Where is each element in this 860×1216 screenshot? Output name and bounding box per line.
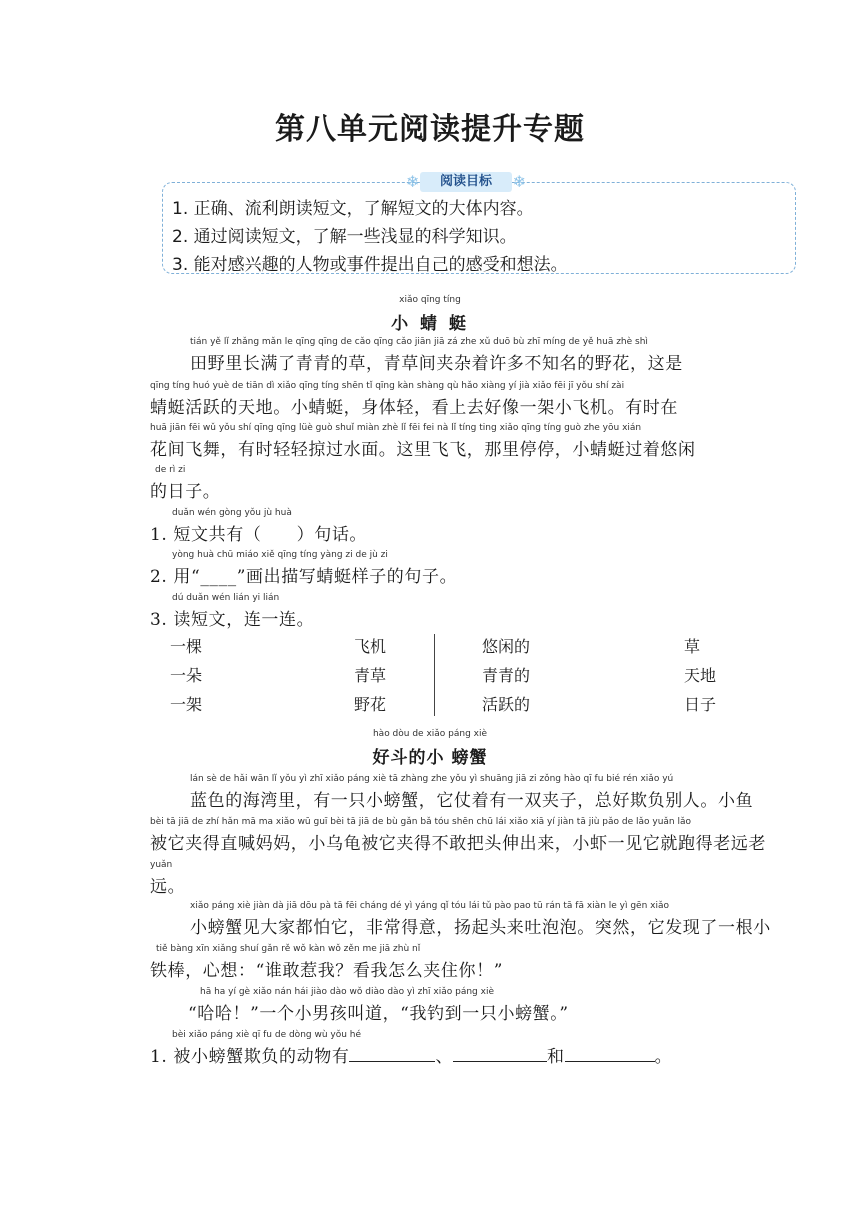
match-item[interactable]: 草 — [684, 637, 701, 656]
text-line: “哈哈！”一个小男孩叫道，“我钓到一只小螃蟹。” — [188, 1004, 569, 1024]
passage-title-pinyin: hào dòu de xiǎo páng xiè — [372, 729, 488, 739]
pinyin-line: lán sè de hǎi wān lǐ yǒu yì zhī xiǎo páng xiè tā zhàng zhe yǒu yì shuāng jiā zi zǒng hào qī fu bié rén xiǎo yú — [190, 774, 674, 784]
goal-item: 1. 正确、流利朗读短文，了解短文的大体内容。 — [172, 199, 534, 219]
match-item[interactable]: 青草 — [354, 666, 387, 685]
pinyin-line: xiǎo páng xiè jiàn dà jiā dōu pà tā fēi cháng dé yì yáng qǐ tóu lái tǔ pào pao tū rán tā fā xiàn le yì gēn xiǎo — [190, 901, 670, 911]
text-line: 蜻蜓活跃的天地。小蜻蜓，身体轻，看上去好像一架小飞机。有时在 — [150, 398, 678, 418]
pinyin-line: huā jiān fēi wǔ yǒu shí qīng qīng lüè guò shuǐ miàn zhè lǐ fēi fei nà lǐ tíng ting xiǎo qīng tíng guò zhe yōu xián — [150, 423, 642, 433]
answer-blank[interactable] — [453, 1047, 547, 1062]
text-line: 铁棒，心想：“谁敢惹我？看我怎么夹住你！” — [150, 961, 503, 981]
text-line: 花间飞舞，有时轻轻掠过水面。这里飞飞，那里停停，小蜻蜓过着悠闲 — [150, 440, 696, 460]
passage-title-pinyin: xiǎo qīng tíng — [399, 295, 461, 305]
passage-title: 小 蜻 蜓 — [391, 314, 469, 334]
question-3: 3. 读短文，连一连。 — [150, 610, 315, 630]
match-item[interactable]: 天地 — [684, 666, 717, 685]
question-pinyin: bèi xiǎo páng xiè qī fu de dòng wù yǒu hé — [172, 1030, 362, 1040]
goal-item: 3. 能对感兴趣的人物或事件提出自己的感受和想法。 — [172, 255, 568, 275]
match-item[interactable]: 飞机 — [354, 637, 387, 656]
match-item[interactable]: 活跃的 — [482, 695, 531, 714]
text-line: 小螃蟹见大家都怕它，非常得意，扬起头来吐泡泡。突然，它发现了一根小 — [190, 918, 771, 938]
question-1: 1. 短文共有（ ）句话。 — [150, 525, 368, 545]
text-line: 被它夹得直喊妈妈，小乌龟被它夹得不敢把头伸出来，小虾一见它就跑得老远老 — [150, 834, 766, 854]
pinyin-line: bèi tā jiā de zhí hǎn mā ma xiǎo wū guī bèi tā jiā de bù gǎn bǎ tóu shēn chū lái xiǎo xiā yí jiàn tā jiù pǎo de lǎo yuǎn lǎo — [150, 817, 692, 827]
answer-blank[interactable] — [349, 1047, 435, 1062]
reading-goals-label: 阅读目标 — [439, 174, 492, 189]
text-line: 蓝色的海湾里，有一只小螃蟹，它仗着有一双夹子，总好欺负别人。小鱼 — [190, 791, 754, 811]
separator: 和 — [547, 1047, 565, 1067]
match-item[interactable]: 青青的 — [482, 666, 531, 685]
text-line: 田野里长满了青青的草，青草间夹杂着许多不知名的野花，这是 — [190, 354, 683, 374]
goal-item: 2. 通过阅读短文，了解一些浅显的科学知识。 — [172, 227, 517, 247]
question-pinyin: duǎn wén gòng yǒu jù huà — [172, 508, 292, 518]
pinyin-line: tiě bàng xīn xiǎng shuí gǎn rě wǒ kàn wǒ zěn me jiā zhù nǐ — [156, 944, 421, 954]
pinyin-line: qīng tíng huó yuè de tiān dì xiǎo qīng tíng shēn tǐ qīng kàn shàng qù hǎo xiàng yí jià xiǎo fēi jī yǒu shí zài — [150, 381, 625, 391]
match-item[interactable]: 一架 — [170, 695, 203, 714]
page-title: 第八单元阅读提升专题 — [275, 112, 585, 147]
text-line: 远。 — [150, 877, 186, 897]
match-item[interactable]: 一棵 — [170, 637, 203, 656]
question-pinyin: yòng huà chū miáo xiě qīng tíng yàng zi de jù zi — [172, 550, 388, 560]
match-item[interactable]: 日子 — [684, 695, 717, 714]
answer-blank[interactable] — [565, 1047, 655, 1062]
question-pinyin: dú duǎn wén lián yi lián — [172, 593, 280, 603]
separator: 、 — [435, 1047, 454, 1067]
match-item[interactable]: 一朵 — [170, 666, 203, 685]
snowflake-icon: ❄ — [512, 172, 526, 191]
question-2: 2. 用“____”画出描写蜻蜓样子的句子。 — [150, 567, 458, 587]
passage-title: 好斗的小 螃蟹 — [372, 748, 488, 768]
text-line: 的日子。 — [150, 482, 221, 502]
match-item[interactable]: 悠闲的 — [482, 637, 531, 656]
pinyin-line: tián yě lǐ zhǎng mǎn le qīng qīng de cǎo qīng cǎo jiān jiā zá zhe xǔ duō bù zhī míng de yě huā zhè shì — [190, 337, 648, 347]
pinyin-line: yuǎn — [150, 860, 173, 870]
question-1 — [150, 1042, 672, 1067]
reading-goals-tag — [406, 170, 526, 194]
question-text: 1. 被小螃蟹欺负的动物有 — [150, 1047, 350, 1067]
pinyin-line: de rì zi — [155, 465, 186, 475]
match-divider — [434, 634, 435, 716]
pinyin-line: hā ha yí gè xiǎo nán hái jiào dào wǒ diào dào yì zhī xiǎo páng xiè — [200, 987, 494, 997]
sentence-end: 。 — [654, 1047, 673, 1067]
snowflake-icon: ❄ — [406, 172, 420, 191]
match-item[interactable]: 野花 — [354, 695, 387, 714]
